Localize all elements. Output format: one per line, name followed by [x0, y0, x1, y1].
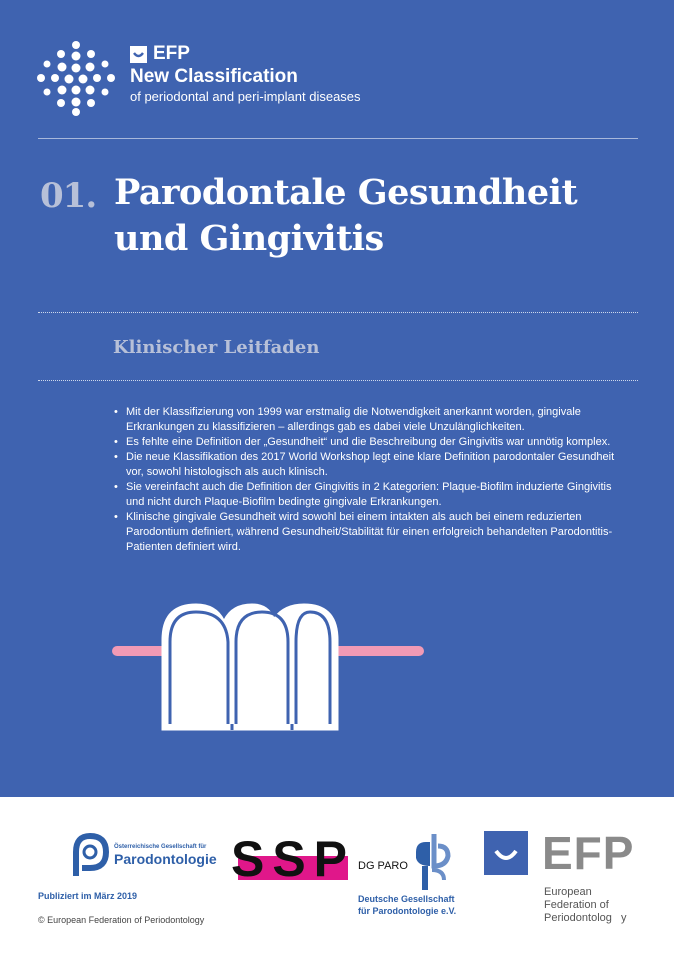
oegp-small-text: Österreichische Gesellschaft für — [114, 844, 207, 850]
efp-header — [130, 44, 361, 105]
dotted-divider — [38, 312, 638, 313]
ssp-logo — [230, 830, 356, 887]
header-subheading: of periodontal and peri-implant diseases — [130, 89, 361, 104]
header-heading: New Classification — [130, 66, 298, 87]
ssp-text: SSP — [230, 831, 356, 887]
chapter-number: 01. — [40, 176, 97, 216]
dgparo-line-2: für Parodontologie e.V. — [358, 906, 457, 916]
dgparo-label: DG PARO — [358, 860, 408, 872]
page-subtitle: Klinischer Leitfaden — [113, 337, 320, 358]
bullet-item: • Die neue Klassifikation des 2017 World Workshop legt eine klare Definition parodontaler Gesundheit vor, sowohl histologisch als auch klinisch. — [112, 450, 627, 480]
dotted-divider — [38, 380, 638, 381]
efp-footer-word: EFP — [542, 827, 635, 879]
efp-footer-line-3: Periodontolog y — [544, 912, 627, 924]
divider — [38, 138, 638, 139]
bullet-list — [112, 405, 627, 555]
oegp-logo — [70, 832, 217, 878]
oegp-big-text: Parodontologie — [114, 851, 217, 867]
efp-dots-logo-icon — [36, 40, 116, 116]
oegp-p-icon — [70, 832, 110, 878]
efp-footer-line-2: Federation of — [544, 899, 609, 911]
page-title — [114, 170, 654, 262]
copyright: © European Federation of Periodontology — [38, 915, 205, 925]
title-line-1: Parodontale Gesundheit — [114, 172, 578, 213]
efp-footer-logo — [484, 827, 635, 925]
efp-smile-icon — [484, 831, 528, 875]
efp-footer-line-1: European — [544, 886, 592, 898]
published-date: Publiziert im März 2019 — [38, 891, 138, 901]
title-line-2: und Gingivitis — [114, 218, 384, 259]
dgparo-logo — [358, 832, 458, 892]
dgparo-mark-icon — [410, 832, 454, 892]
dgparo-line-1: Deutsche Gesellschaft — [358, 894, 455, 904]
bullet-item: • Sie vereinfacht auch die Definition der Gingivitis in 2 Kategorien: Plaque-Biofilm induzierte Gingivitis und nicht durch Plaque-Biofilm bedingte gingivale Erkrankungen. — [112, 480, 627, 510]
dgparo-caption — [358, 893, 456, 917]
bullet-item: • Klinische gingivale Gesundheit wird sowohl bei einem intakten als auch bei einem reduzierten Parodontium definiert, während Gesundheit/Stabilität für einen erfolgreich behandelten Parodontitis-Patienten definiert wird. — [112, 510, 627, 555]
efp-brand-text: EFP — [153, 43, 190, 64]
bullet-item: • Mit der Klassifizierung von 1999 war erstmalig die Notwendigkeit anerkannt worden, gingivale Erkrankungen zu klassifizieren – allerdings gab es dabei viele Unzulänglichkeiten. — [112, 405, 627, 435]
bullet-item: • Es fehlte eine Definition der „Gesundheit“ und die Beschreibung der Gingivitis war unnötig komplex. — [112, 435, 627, 450]
efp-smile-icon — [130, 46, 147, 63]
teeth-gum-illustration-icon — [112, 600, 424, 734]
